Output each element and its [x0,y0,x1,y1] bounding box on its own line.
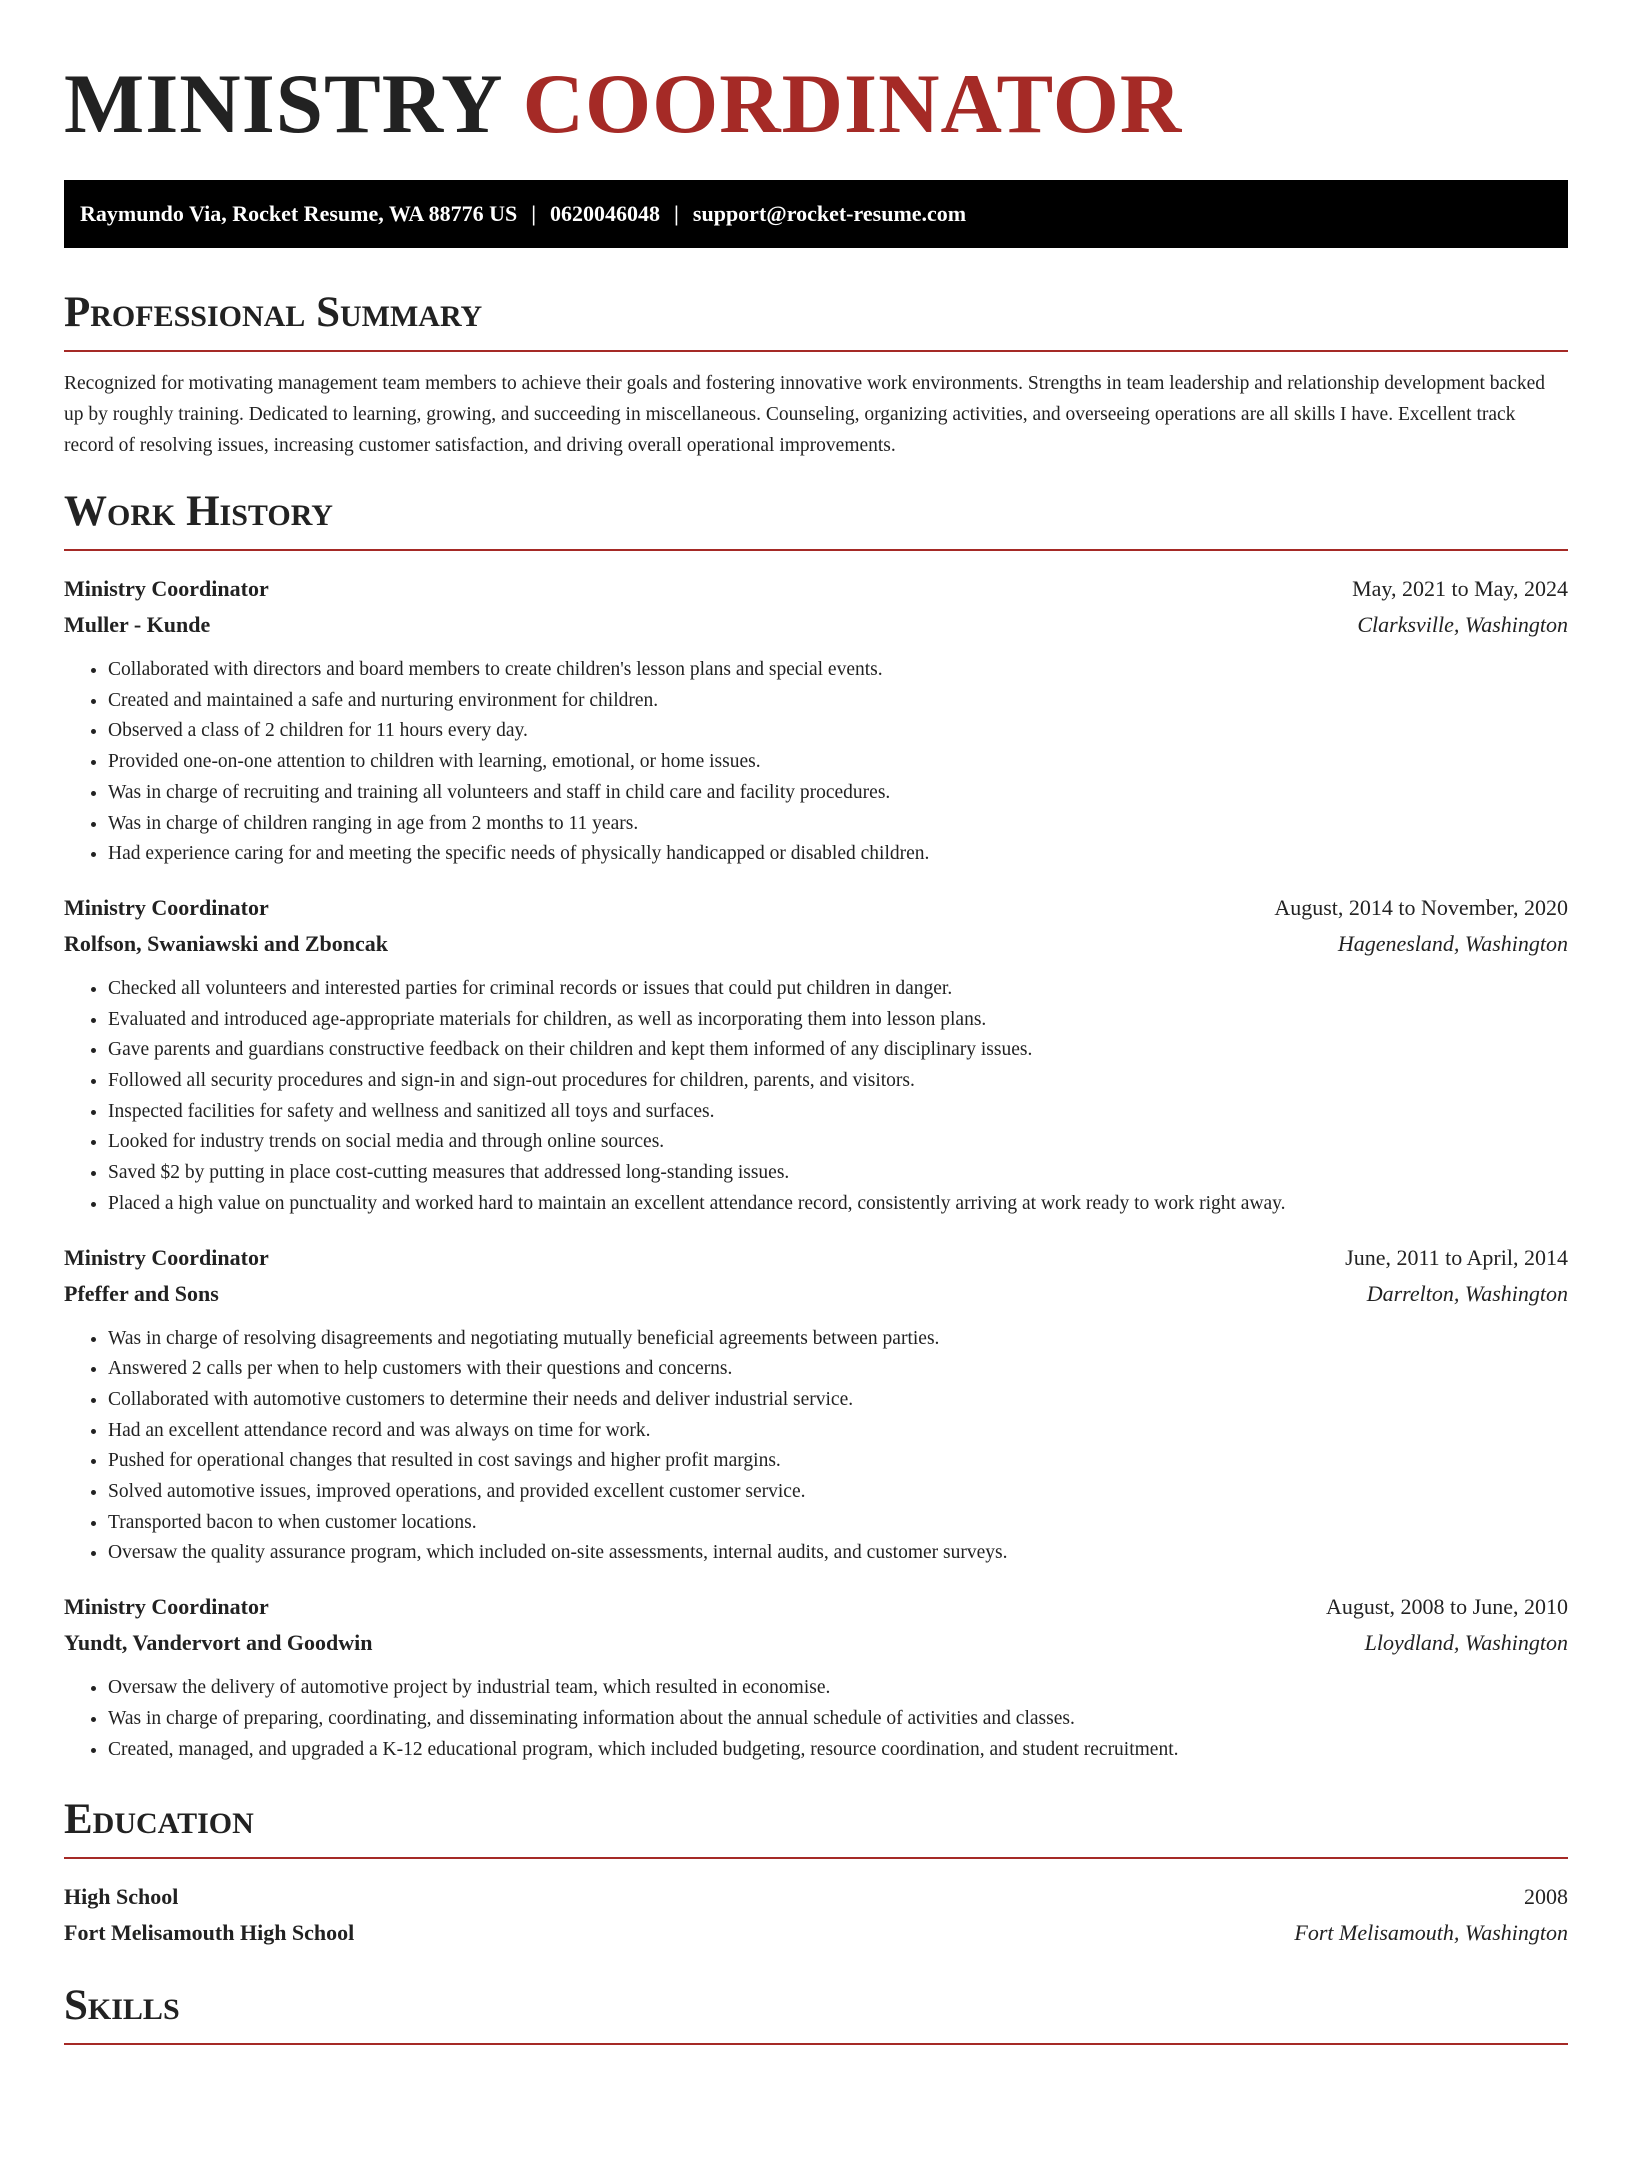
job-duty-item: • Collaborated with automotive customers to determine their needs and deliver industrial service. [108,1385,1568,1416]
job-duty-item: • Placed a high value on punctuality and worked hard to maintain an excellent attendance record, consistently arriving at work ready to work right away. [108,1189,1568,1220]
job-entry [64,571,1568,870]
title-part-2: COORDINATOR [522,57,1183,151]
education-year: 2008 [1524,1884,1568,1910]
job-duty-item: • Was in charge of recruiting and training all volunteers and staff in child care and facility procedures. [108,778,1568,809]
job-location: Clarksville, Washington [1357,612,1568,637]
job-entry [64,1589,1568,1765]
education-section [64,1795,1568,1951]
job-duty-item: • Was in charge of children ranging in age from 2 months to 11 years. [108,809,1568,840]
job-company: Yundt, Vandervort and Goodwin [64,1630,373,1656]
job-location: Lloydland, Washington [1364,1630,1568,1656]
job-duty-item: • Answered 2 calls per when to help customers with their questions and concerns. [108,1354,1568,1385]
section-heading-summary: Professional Summary [64,288,1568,352]
job-location: Hagenesland, Washington [1337,930,1568,956]
job-duty-item: • Transported bacon to when customer locations. [108,1508,1568,1539]
job-title: Ministry Coordinator [64,1594,269,1620]
job-duties-list [64,655,1568,870]
education-school: Fort Melisamouth High School [64,1920,355,1946]
education-degree: High School [64,1884,179,1910]
job-entry [64,890,1568,1220]
job-title: Ministry Coordinator [64,894,269,920]
job-duty-item: • Looked for industry trends on social media and through online sources. [108,1127,1568,1158]
job-duty-item: • Created, managed, and upgraded a K-12 educational program, which included budgeting, resource coordination, and student recruitment. [108,1735,1568,1766]
section-heading-work: Work History [64,487,1568,551]
resume-page [0,58,1632,2045]
job-duty-item: • Solved automotive issues, improved operations, and provided excellent customer service. [108,1477,1568,1508]
job-company: Rolfson, Swaniawski and Zboncak [64,930,389,956]
summary-text: Recognized for motivating management team members to achieve their goals and fostering innovative work environments. Strengths in team leadership and relationship development backed up by roughly training. Dedicated to learning, growing, and succeeding in miscellaneous. Counseling, organizing activities, and overseeing operations are all skills I have. Excellent track record of resolving issues, increasing customer satisfaction, and driving overall operational improvements. [64,373,1546,456]
education-location: Fort Melisamouth, Washington [1294,1920,1568,1946]
job-duty-item: • Was in charge of preparing, coordinating, and disseminating information about the annual schedule of activities and classes. [108,1704,1568,1735]
job-dates: June, 2011 to April, 2014 [1345,1244,1568,1270]
job-company: Muller - Kunde [64,612,211,637]
job-company: Pfeffer and Sons [64,1280,219,1306]
job-duty-item: • Checked all volunteers and interested parties for criminal records or issues that could put children in danger. [108,974,1568,1005]
contact-separator: | [531,201,537,226]
job-duty-item: • Saved $2 by putting in place cost-cutting measures that addressed long-standing issues. [108,1158,1568,1189]
job-duty-item: • Evaluated and introduced age-appropriate materials for children, as well as incorporating them into lesson plans. [108,1005,1568,1036]
contact-bar [64,180,1568,248]
job-duty-item: • Observed a class of 2 children for 11 hours every day. [108,716,1568,747]
job-duty-item: • Oversaw the delivery of automotive project by industrial team, which resulted in economise. [108,1673,1568,1704]
job-dates: August, 2008 to June, 2010 [1326,1594,1568,1620]
job-title: Ministry Coordinator [64,1244,269,1270]
job-entry [64,1240,1568,1570]
skills-section [64,1981,1568,2045]
resume-title [64,58,1568,150]
job-duty-item: • Created and maintained a safe and nurturing environment for children. [108,686,1568,717]
job-duty-item: • Collaborated with directors and board members to create children's lesson plans and special events. [108,655,1568,686]
job-duties-list [64,974,1568,1220]
education-entry [64,1879,1568,1951]
job-duty-item: • Oversaw the quality assurance program, which included on-site assessments, internal audits, and customer surveys. [108,1538,1568,1569]
contact-phone: 0620046048 [550,201,661,226]
title-part-1: MINISTRY [64,57,501,151]
job-duty-item: • Gave parents and guardians constructive feedback on their children and kept them informed of any disciplinary issues. [108,1035,1568,1066]
job-duties-list [64,1673,1568,1765]
job-duty-item: • Provided one-on-one attention to children with learning, emotional, or home issues. [108,747,1568,778]
jobs-list [64,571,1568,1765]
job-title: Ministry Coordinator [64,576,269,601]
contact-address: Raymundo Via, Rocket Resume, WA 88776 US [80,201,518,226]
summary-section [64,288,1568,461]
job-duty-item: • Followed all security procedures and sign-in and sign-out procedures for children, parents, and visitors. [108,1066,1568,1097]
work-history-section [64,487,1568,1765]
job-duties-list [64,1324,1568,1570]
job-duty-item: • Had an excellent attendance record and was always on time for work. [108,1416,1568,1447]
contact-separator: | [674,201,679,226]
job-duty-item: • Pushed for operational changes that resulted in cost savings and higher profit margins. [108,1446,1568,1477]
job-location: Darrelton, Washington [1366,1280,1568,1306]
section-heading-skills: Skills [64,1981,1568,2045]
job-duty-item: • Had experience caring for and meeting the specific needs of physically handicapped or disabled children. [108,839,1568,870]
section-heading-education: Education [64,1795,1568,1859]
contact-email: support@rocket-resume.com [692,201,967,226]
job-dates: May, 2021 to May, 2024 [1352,576,1568,601]
job-duty-item: • Inspected facilities for safety and wellness and sanitized all toys and surfaces. [108,1097,1568,1128]
job-dates: August, 2014 to November, 2020 [1274,894,1568,920]
job-duty-item: • Was in charge of resolving disagreements and negotiating mutually beneficial agreements between parties. [108,1324,1568,1355]
